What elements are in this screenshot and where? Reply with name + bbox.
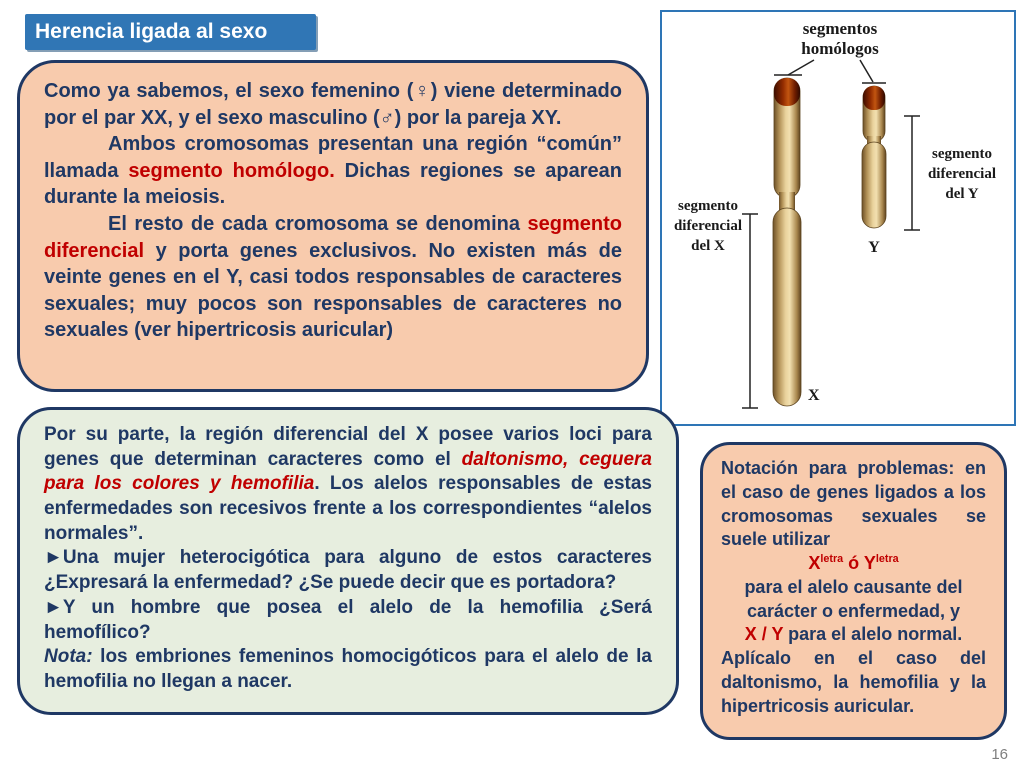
xregion-bullet-2 — [44, 596, 652, 645]
diagram-label-diff-x-line1: segmento — [678, 198, 738, 214]
bullet-arrow-icon: ► — [44, 596, 63, 618]
chromosome-diagram-svg — [662, 12, 1014, 424]
bullet-arrow-icon: ► — [44, 547, 63, 569]
xregion-p1-text-b: . Los alelos responsables de estas enfermedades son recesivos frente a los correspondientes “alelos normales”. — [44, 473, 652, 544]
diagram-label-diff-y-line3: del Y — [945, 186, 979, 202]
xregion-p1-text-a: Por su parte, la región diferencial del X posee varios loci para genes que determinan caracteres como el — [44, 424, 652, 470]
notation-paragraph-4 — [721, 647, 986, 718]
term-segmento-homologo: segmento homólogo. — [128, 159, 335, 182]
term-segmento-diferencial: segmento diferencial — [44, 212, 622, 262]
x-region-text-box — [17, 407, 679, 715]
y-chromosome-drawing — [862, 86, 886, 228]
diagram-label-homologous-line1: segmentos — [802, 19, 878, 38]
notation-p4-text: Aplícalo en el caso del daltonismo, la hemofilia y la hipertricosis auricular. — [721, 648, 986, 716]
notation-p1-text: Notación para problemas: en el caso de genes ligados a los cromosomas sexuales se suele utilizar — [721, 458, 986, 550]
diagram-label-homologous-line2: homólogos — [801, 39, 879, 58]
intro-text-box — [17, 60, 649, 392]
notation-y-base: Y — [863, 553, 876, 573]
notation-paragraph-1 — [721, 457, 986, 552]
chromosome-diagram — [660, 10, 1016, 426]
intro-p2-text-a: Ambos cromosomas presentan una región “común” llamada — [44, 133, 622, 182]
intro-p1-text: Como ya sabemos, el sexo femenino (♀) viene determinado por el par XX, y el sexo masculino (♂) por la pareja XY. — [44, 80, 622, 129]
nota-label: Nota: — [44, 646, 93, 668]
intro-paragraph-3 — [44, 211, 622, 344]
notation-x-sup: letra — [820, 553, 844, 565]
notation-text-box — [700, 442, 1007, 740]
notation-o-separator: ó — [843, 553, 864, 573]
diagram-label-diff-y-line1: segmento — [932, 146, 992, 162]
diagram-label-diff-y-line2: diferencial — [927, 166, 997, 182]
intro-p2-text-b: Dichas regiones se aparean durante la meiosis. — [44, 159, 622, 209]
xregion-bullet-1 — [44, 546, 652, 595]
xregion-nota — [44, 645, 652, 694]
intro-p3-text-b: y porta genes exclusivos. No existen más de veinte genes en el Y, casi todos responsables de caracteres sexuales; muy pocos son responsables de caracteres no sexuales (ver hipertricosis auricular) — [44, 239, 622, 342]
page-number: 16 — [991, 746, 1008, 763]
intro-p3-text-a: El resto de cada cromosoma se denomina — [108, 212, 528, 235]
y-differential-bracket — [904, 116, 920, 230]
notation-p2-text: para el alelo causante del carácter o enfermedad, y — [744, 576, 963, 621]
diagram-label-diff-x-line2: diferencial — [673, 218, 743, 234]
term-daltonismo-hemofilia: daltonismo, ceguera para los colores y hemofilia — [44, 448, 652, 495]
nota-text: los embriones femeninos homocigóticos para el alelo de la hemofilia no llegan a nacer. — [44, 646, 652, 692]
intro-paragraph-1 — [44, 78, 622, 131]
notation-paragraph-3 — [721, 623, 986, 647]
x-chromosome-label: X — [808, 387, 820, 404]
notation-formula — [721, 552, 986, 576]
notation-paragraph-2 — [721, 576, 986, 624]
x-chromosome-drawing — [773, 78, 801, 406]
slide-title-banner — [25, 14, 316, 50]
slide-title: Herencia ligada al sexo — [35, 20, 268, 43]
intro-paragraph-2 — [44, 131, 622, 211]
notation-x-base: X — [808, 553, 821, 573]
notation-xy-normal: X / Y — [744, 624, 784, 645]
y-chromosome-label: Y — [868, 239, 880, 256]
notation-p3-text: para el alelo normal. — [783, 624, 963, 645]
diagram-label-diff-x-line3: del X — [691, 238, 725, 254]
xregion-bullet2-text: Y un hombre que posea el alelo de la hemofilia ¿Será hemofílico? — [44, 596, 652, 643]
xregion-paragraph-1 — [44, 423, 652, 546]
notation-y-sup: letra — [875, 553, 899, 565]
xregion-bullet1-text: Una mujer heterocigótica para alguno de estos caracteres ¿Expresará la enfermedad? ¿Se puede decir que es portadora? — [44, 547, 652, 594]
x-differential-bracket — [742, 214, 758, 408]
